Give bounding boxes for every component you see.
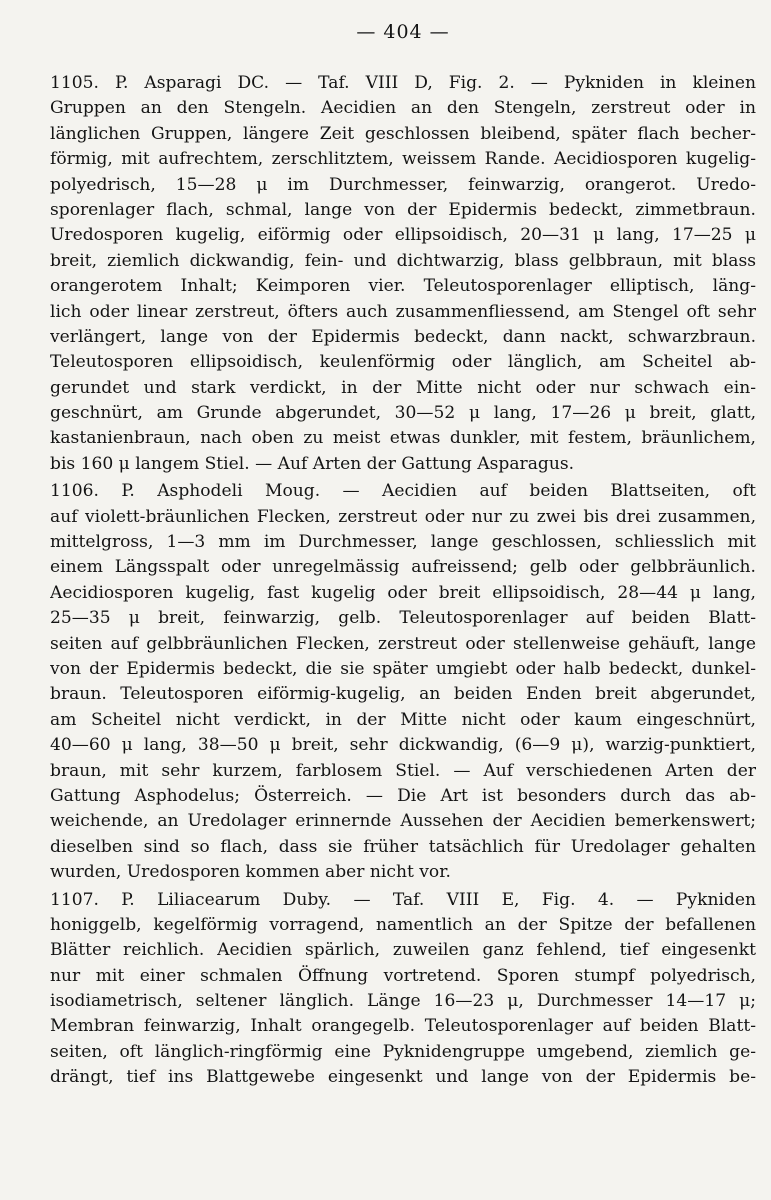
text-line: sporenlager flach, schmal, lange von der Epidermis bedeckt, zimmetbraun. bbox=[50, 199, 756, 220]
text-line: gerundet und stark verdickt, in der Mitte nicht oder nur schwach ein- bbox=[50, 377, 756, 398]
text-line: wurden, Uredosporen kommen aber nicht vor. bbox=[50, 862, 451, 883]
text-line: auf violett-bräunlichen Flecken, zerstreut oder nur zu zwei bis drei zusammen, bbox=[50, 506, 756, 527]
entry-1105 bbox=[50, 71, 756, 477]
text-line: 40—60 μ lang, 38—50 μ breit, sehr dickwandig, (6—9 μ), warzig-punktiert, bbox=[50, 735, 756, 756]
text-line: am Scheitel nicht verdickt, in der Mitte nicht oder kaum eingeschnürt, bbox=[50, 709, 756, 730]
text-line: seiten, oft länglich-ringförmig eine Pyknidengruppe umgebend, ziemlich ge- bbox=[50, 1041, 756, 1062]
text-line: weichende, an Uredolager erinnernde Aussehen der Aecidien bemerkenswert; bbox=[50, 811, 756, 832]
text-line: verlängert, lange von der Epidermis bedeckt, dann nackt, schwarzbraun. bbox=[50, 326, 756, 347]
text-line: dieselben sind so flach, dass sie früher tatsächlich für Uredolager gehalten bbox=[50, 836, 756, 857]
text-line: Gattung Asphodelus; Österreich. — Die Art ist besonders durch das ab- bbox=[50, 785, 756, 806]
text-line: seiten auf gelbbräunlichen Flecken, zerstreut oder stellenweise gehäuft, lange bbox=[50, 633, 756, 654]
text-line: länglichen Gruppen, längere Zeit geschlossen bleibend, später flach becher- bbox=[50, 123, 756, 144]
text-line: Uredosporen kugelig, eiförmig oder ellipsoidisch, 20—31 μ lang, 17—25 μ bbox=[50, 225, 756, 246]
page-number: — 404 — bbox=[356, 21, 450, 43]
text-line: Gruppen an den Stengeln. Aecidien an den Stengeln, zerstreut oder in bbox=[50, 98, 756, 119]
text-line: honiggelb, kegelförmig vorragend, namentlich an der Spitze der befallenen bbox=[50, 914, 756, 935]
entry-1106 bbox=[50, 479, 756, 885]
text-line: polyedrisch, 15—28 μ im Durchmesser, feinwarzig, orangerot. Uredo- bbox=[50, 174, 756, 195]
text-line: geschnürt, am Grunde abgerundet, 30—52 μ lang, 17—26 μ breit, glatt, bbox=[50, 403, 756, 424]
text-line: Membran feinwarzig, Inhalt orangegelb. Teleutosporenlager auf beiden Blatt- bbox=[50, 1016, 756, 1037]
entry-1107 bbox=[50, 888, 756, 1091]
text-line: drängt, tief ins Blattgewebe eingesenkt und lange von der Epidermis be- bbox=[50, 1067, 756, 1088]
text-line: einem Längsspalt oder unregelmässig aufreissend; gelb oder gelbbräunlich. bbox=[50, 557, 756, 578]
text-line: Aecidiosporen kugelig, fast kugelig oder breit ellipsoidisch, 28—44 μ lang, bbox=[50, 582, 756, 603]
text-line: braun. Teleutosporen eiförmig-kugelig, an beiden Enden breit abgerundet, bbox=[50, 684, 756, 705]
text-line: kastanienbraun, nach oben zu meist etwas dunkler, mit festem, bräunlichem, bbox=[50, 428, 756, 449]
text-line: lich oder linear zerstreut, öfters auch zusammenfliessend, am Stengel oft sehr bbox=[50, 301, 756, 322]
text-line: förmig, mit aufrechtem, zerschlitztem, weissem Rande. Aecidiosporen kugelig- bbox=[50, 149, 756, 170]
text-line: orangerotem Inhalt; Keimporen vier. Teleutosporenlager elliptisch, läng- bbox=[50, 276, 756, 297]
text-line: braun, mit sehr kurzem, farblosem Stiel. — Auf verschiedenen Arten der bbox=[50, 760, 756, 781]
text-line: 1107. P. Liliacearum Duby. — Taf. VIII E, Fig. 4. — Pykniden bbox=[50, 889, 756, 910]
text-line: nur mit einer schmalen Öffnung vortretend. Sporen stumpf polyedrisch, bbox=[50, 965, 756, 986]
text-line: mittelgross, 1—3 mm im Durchmesser, lange geschlossen, schliesslich mit bbox=[50, 532, 756, 553]
text-line: 1105. P. Asparagi DC. — Taf. VIII D, Fig. 2. — Pykniden in kleinen bbox=[50, 73, 756, 93]
text-line: breit, ziemlich dickwandig, fein- und dichtwarzig, blass gelbbraun, mit blass bbox=[50, 250, 756, 271]
text-line: 1106. P. Asphodeli Moug. — Aecidien auf beiden Blattseiten, oft bbox=[50, 481, 756, 502]
text-line: Teleutosporen ellipsoidisch, keulenförmig oder länglich, am Scheitel ab- bbox=[50, 352, 756, 373]
text-line: bis 160 μ langem Stiel. — Auf Arten der Gattung Asparagus. bbox=[50, 453, 575, 474]
text-line: isodiametrisch, seltener länglich. Länge 16—23 μ, Durchmesser 14—17 μ; bbox=[50, 991, 756, 1012]
text-line: Blätter reichlich. Aecidien spärlich, zuweilen ganz fehlend, tief eingesenkt bbox=[50, 940, 756, 961]
text-line: 25—35 μ breit, feinwarzig, gelb. Teleutosporenlager auf beiden Blatt- bbox=[50, 608, 756, 629]
text-line: von der Epidermis bedeckt, die sie später umgiebt oder halb bedeckt, dunkel- bbox=[50, 658, 756, 679]
document-page bbox=[50, 20, 756, 1091]
